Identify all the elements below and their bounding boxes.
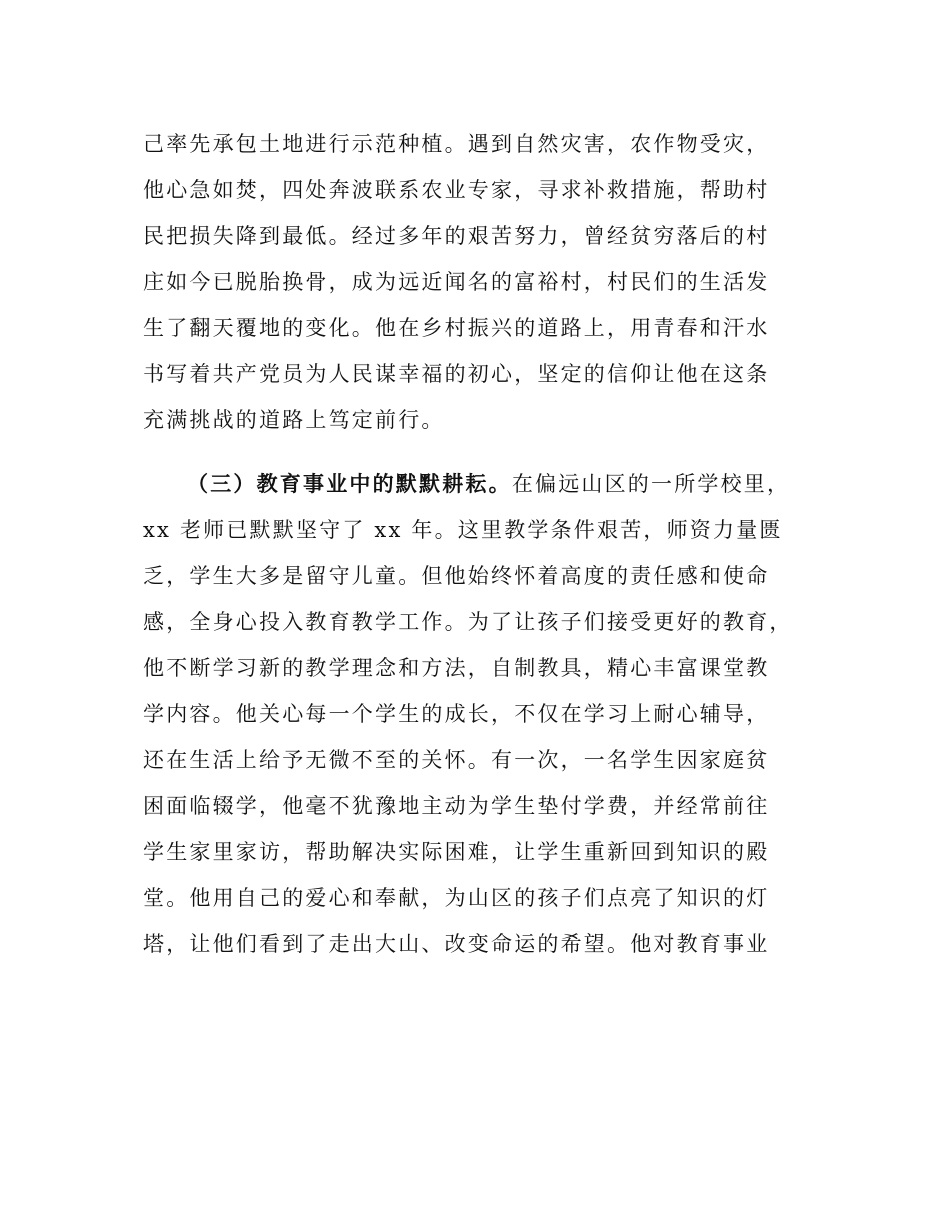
paragraph-line: 感，全身心投入教育教学工作。为了让孩子们接受更好的教育， <box>143 610 793 634</box>
paragraph-line: 庄如今已脱胎换骨，成为远近闻名的富裕村，村民们的生活发 <box>143 270 770 294</box>
paragraph-line: 还在生活上给予无微不至的关怀。有一次，一名学生因家庭贫 <box>143 748 770 772</box>
section-heading: （三）教育事业中的默默耕耘。 <box>187 472 512 496</box>
paragraph-line: 民把损失降到最低。经过多年的艰苦努力，曾经贫穷落后的村 <box>143 224 770 248</box>
paragraph-line: 书写着共产党员为人民谋幸福的初心，坚定的信仰让他在这条 <box>143 362 770 386</box>
paragraph-line: 堂。他用自己的爱心和奉献，为山区的孩子们点亮了知识的灯 <box>143 886 770 910</box>
document-body <box>143 121 827 967</box>
paragraph-line: 塔，让他们看到了走出大山、改变命运的希望。他对教育事业 <box>143 932 770 956</box>
paragraph-spacer <box>143 443 827 461</box>
paragraph-line: 学生家里家访，帮助解决实际困难，让学生重新回到知识的殿 <box>143 840 770 864</box>
paragraph-line-rest: 在偏远山区的一所学校里， <box>511 472 791 496</box>
paragraph-first-line <box>143 461 827 507</box>
paragraph-line: 乏，学生大多是留守儿童。但他始终怀着高度的责任感和使命 <box>143 564 770 588</box>
paragraph-line: 充满挑战的道路上笃定前行。 <box>143 408 445 432</box>
paragraph-education <box>143 461 827 967</box>
paragraph-line: 他心急如焚，四处奔波联系农业专家，寻求补救措施，帮助村 <box>143 178 770 202</box>
paragraph-line: 他不断学习新的教学理念和方法，自制教具，精心丰富课堂教 <box>143 656 770 680</box>
paragraph-line: 学内容。他关心每一个学生的成长，不仅在学习上耐心辅导， <box>143 702 770 726</box>
paragraph-line: 生了翻天覆地的变化。他在乡村振兴的道路上，用青春和汗水 <box>143 316 770 340</box>
paragraph-village-revitalization <box>143 121 827 443</box>
paragraph-line: 己率先承包土地进行示范种植。遇到自然灾害，农作物受灾， <box>143 132 770 156</box>
paragraph-line: 困面临辍学，他毫不犹豫地主动为学生垫付学费，并经常前往 <box>143 794 770 818</box>
paragraph-line: xx 老师已默默坚守了 xx 年。这里教学条件艰苦，师资力量匮 <box>143 518 783 542</box>
